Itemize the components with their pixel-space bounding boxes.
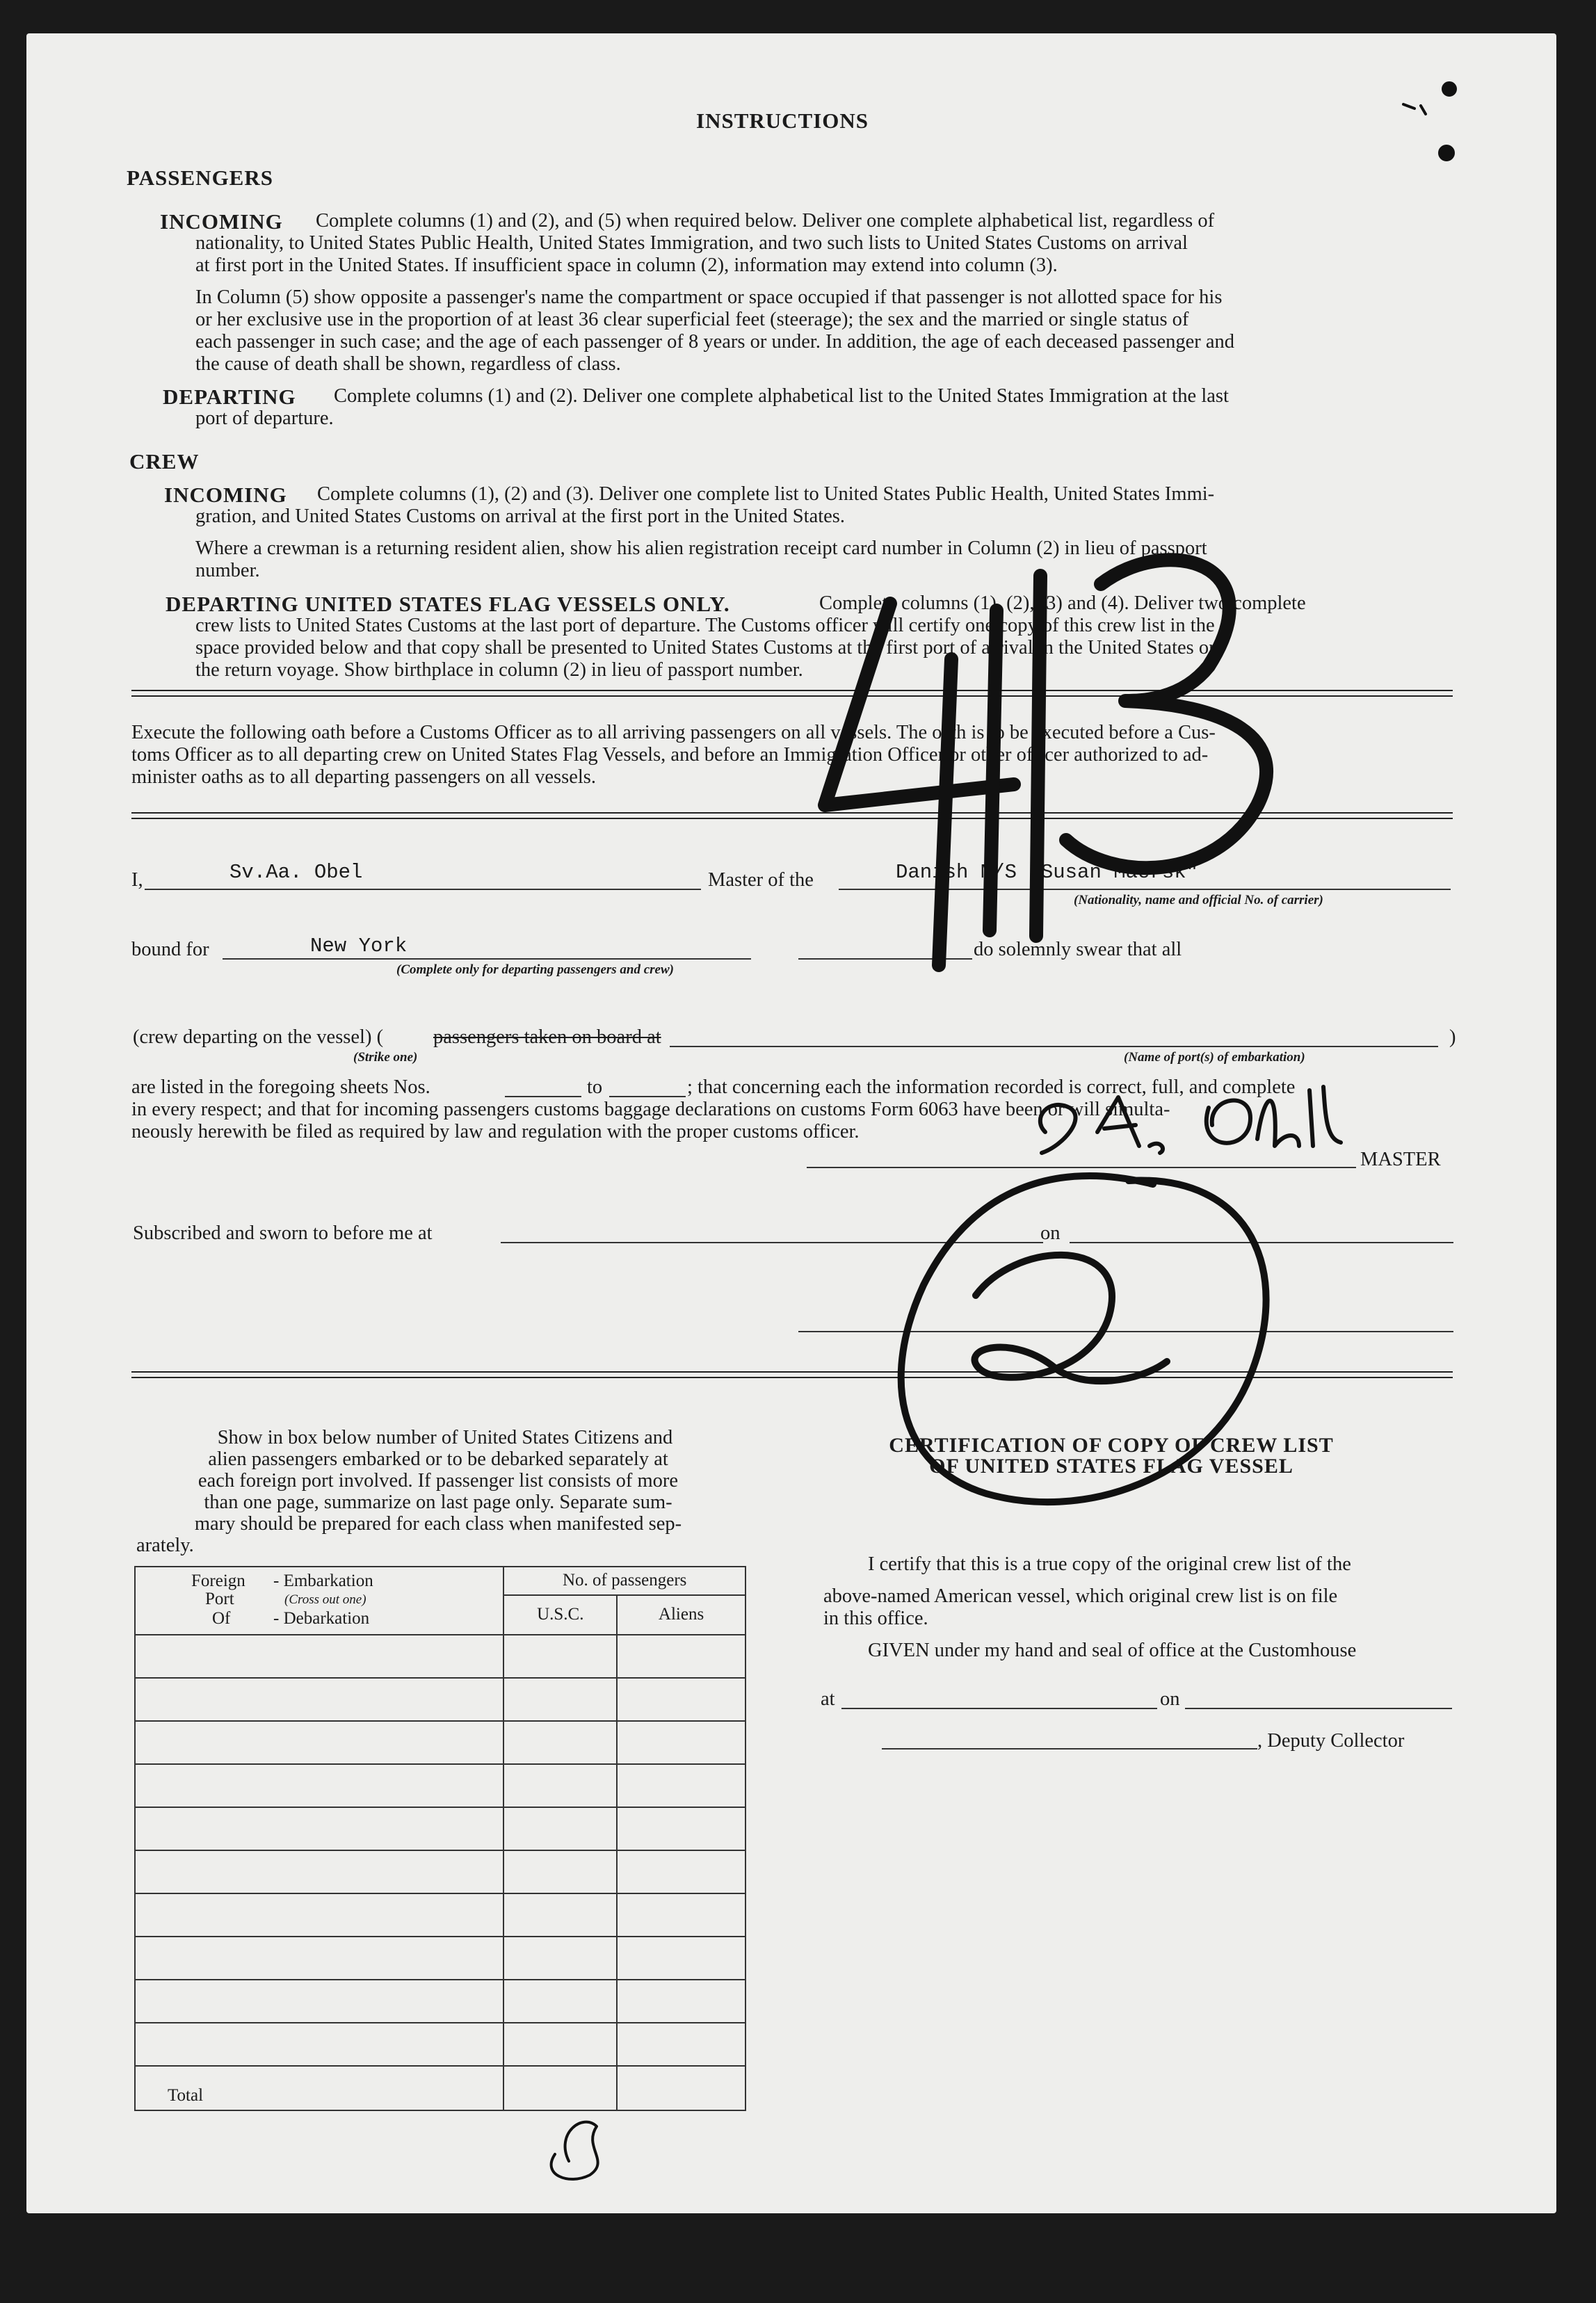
- alien-text: number.: [195, 560, 260, 581]
- table-row: [135, 1764, 745, 1807]
- total-label: Total: [135, 2066, 503, 2110]
- crew-departing-option: (crew departing on the vessel) (: [133, 1026, 384, 1048]
- table-row: [135, 2023, 745, 2066]
- passengers-departing-label: DEPARTING: [163, 385, 296, 409]
- no-of-passengers-header: No. of passengers: [503, 1567, 745, 1595]
- aliens-header: Aliens: [617, 1595, 745, 1635]
- strike-caption: (Strike one): [353, 1050, 418, 1065]
- passenger-summary-table: [134, 1566, 746, 2111]
- vessel-caption: (Nationality, name and official No. of carrier): [1074, 893, 1323, 907]
- table-row: [135, 1937, 745, 1980]
- column5-text: each passenger in such case; and the age of each passenger of 8 years or under. In addition, the age of each deceased passenger and: [195, 331, 1235, 353]
- table-row: [135, 1635, 745, 1678]
- destination-caption: (Complete only for departing passengers and crew): [396, 962, 674, 977]
- usc-header: U.S.C.: [503, 1595, 617, 1635]
- crew-departing-text: the return voyage. Show birthplace in column (2) in lieu of passport number.: [195, 659, 803, 681]
- listed-text: ; that concerning each the information recorded is correct, full, and complete: [687, 1076, 1296, 1098]
- oath-intro: minister oaths as to all departing passengers on all vessels.: [131, 766, 597, 788]
- crew-departing-text: Complete columns (1), (2), (3) and (4). Deliver two complete: [819, 592, 1306, 614]
- corner-marks: [1403, 83, 1456, 160]
- oath-intro: Execute the following oath before a Customs Officer as to all arriving passengers on all vessels. The oath is to be executed before a Cus-: [131, 722, 1216, 743]
- certification-text: in this office.: [823, 1608, 928, 1629]
- master-signature-line: [807, 1167, 1356, 1168]
- passengers-incoming-text: at first port in the United States. If insufficient space in column (2), information may extend into column (3).: [195, 254, 1058, 276]
- listed-text: neously herewith be filed as required by law and regulation with the proper customs officer.: [131, 1121, 860, 1142]
- swear-label: do solemnly swear that all: [974, 939, 1182, 960]
- passengers-option-struck: passengers taken on board at: [433, 1026, 661, 1048]
- section-divider: [131, 812, 1453, 819]
- crew-departing-label: DEPARTING UNITED STATES FLAG VESSELS ONLY.: [166, 592, 730, 616]
- master-name-field[interactable]: Sv.Aa. Obel: [229, 861, 363, 884]
- crew-departing-text: crew lists to United States Customs at the last port of departure. The Customs officer will certify one copy of this crew list in the: [195, 615, 1215, 636]
- certification-text: GIVEN under my hand and seal of office at the Customhouse: [868, 1640, 1357, 1661]
- officer-signature-line: [798, 1331, 1453, 1332]
- destination-field[interactable]: New York: [310, 935, 408, 957]
- column5-text: the cause of death shall be shown, regardless of class.: [195, 353, 621, 375]
- alien-text: Where a crewman is a returning resident alien, show his alien registration receipt card number in Column (2) in lieu of passport: [195, 538, 1207, 559]
- certification-text: I certify that this is a true copy of the original crew list of the: [868, 1553, 1351, 1575]
- bound-for-label: bound for: [131, 939, 209, 960]
- vessel-field[interactable]: Danish M/S "Susan Maersk": [896, 861, 1199, 884]
- master-of-label: Master of the: [708, 869, 814, 891]
- deputy-collector-line: [882, 1748, 1257, 1750]
- port-caption: (Name of port(s) of embarkation): [1124, 1050, 1305, 1065]
- section-divider: [131, 690, 1453, 697]
- table-row: [135, 1850, 745, 1893]
- passengers-departing-text: Complete columns (1) and (2). Deliver one complete alphabetical list to the United States Immigration at the last: [334, 385, 1229, 407]
- passengers-incoming-text: Complete columns (1) and (2), and (5) when required below. Deliver one complete alphabetical list, regardless of: [316, 210, 1215, 232]
- table-row: [135, 1980, 745, 2023]
- table-row: [135, 1893, 745, 1937]
- listed-text: are listed in the foregoing sheets Nos.: [131, 1076, 430, 1098]
- certification-text: above-named American vessel, which original crew list is on file: [823, 1585, 1338, 1607]
- subscribed-label: Subscribed and sworn to before me at: [133, 1222, 433, 1244]
- crew-incoming-text: gration, and United States Customs on arrival at the first port in the United States.: [195, 506, 846, 527]
- column5-text: In Column (5) show opposite a passenger's name the compartment or space occupied if that passenger is not allotted space for his: [195, 286, 1223, 308]
- certification-title: CERTIFICATION OF COPY OF CREW LIST OF UNITED STATES FLAG VESSEL: [889, 1434, 1334, 1478]
- master-label: MASTER: [1360, 1149, 1441, 1170]
- oath-i-label: I,: [131, 869, 143, 891]
- column5-text: or her exclusive use in the proportion of at least 36 clear superficial feet (steerage); the sex and the married or single status of: [195, 309, 1189, 330]
- listed-text: in every respect; and that for incoming passengers customs baggage declarations on customs Form 6063 have been or will simulta-: [131, 1099, 1170, 1120]
- passengers-heading: PASSENGERS: [127, 165, 273, 190]
- crew-incoming-label: INCOMING: [164, 483, 287, 507]
- table-row: [135, 1721, 745, 1764]
- table-row: [135, 1678, 745, 1721]
- passengers-incoming-text: nationality, to United States Public Health, United States Immigration, and two such lists to United States Customs on arrival: [195, 232, 1188, 254]
- total-row: [135, 2066, 745, 2110]
- crew-incoming-text: Complete columns (1), (2) and (3). Deliver one complete list to United States Public Health, United States Immi-: [317, 483, 1215, 505]
- oath-intro: toms Officer as to all departing crew on United States Flag Vessels, and before an Immigration Officer or other officer authorized to ad-: [131, 744, 1209, 766]
- port-header-cell: Foreign Port Of - Embarkation (Cross out one) - Debarkation: [135, 1567, 503, 1635]
- section-divider: [131, 1371, 1453, 1378]
- passengers-incoming-label: INCOMING: [160, 209, 283, 234]
- form-page: INSTRUCTIONS PASSENGERS INCOMING Complete columns (1) and (2), and (5) when required below. Deliver one complete alphabetical list, regardless of nationality, to United States Public Health, United States Immigration, and two such lists to United States Customs on arrival at first port in the United States. If insufficient space in column (2), information may extend into column (3). In Column (5) show opposite a passenger's name the compartment or space occupied if that passenger is not allotted space for his or her exclusive use in the proportion of at least 36 clear superficial feet (steerage); the sex and the married or single status of each passenger in such case; and the age of each passenger of 8 years or under. In addition, the age of each deceased passenger and the cause of death shall be shown, regardless of class. DEPARTING Complete columns (1) and (2). Deliver one complete alphabetical list to the United States Immigration at the last port of departure. CREW INCOMING Complete columns (1), (2) and (3). Deliver one complete list to United States Public Health, United States Immi- gration, and United States Customs on arrival at the first port in the United States. Where a crewman is a returning resident alien, show his alien registration receipt card number in Column (2) in lieu of passport number. DEPARTING UNITED STATES FLAG VESSELS ONLY. Complete columns (1), (2), (3) and (4). Deliver two complete crew lists to United States Customs at the last port of departure. The Customs officer will certify one copy of this crew list in the space provided below and that copy shall be presented to United States Customs at the first port of arrival in the United States on the return voyage. Show birthplace in column (2) in lieu of passport number. Execute the following oath before a Customs Officer as to all arriving passengers on all vessels. The oath is to be executed before a Cus- toms Officer as to all departing crew on United States Flag Vessels, and before an Immigration Officer or other officer authorized to ad- minister oaths as to all departing passengers on all vessels. I, Sv.Aa. Obel Master of the Danish M/S "Susan Maersk" (Nationality, name and official No. of carrier) bound for New York (Complete only for departing passengers and crew) do solemnly swear that all (crew departing on the vessel) ( passengers taken on board at ) (Strike one) (Name of port(s) of embarkation) are listed in the foregoing sheets Nos. to ; that concerning each the information recorded is correct, full, and complete in every respect; and that for incoming passengers customs baggage declarations on customs Form 6063 have been or will simulta- neously herewith be filed as required by law and regulation with the proper customs officer. MASTER Subscribed and sworn to before me at on Show in box below number of United States Citizens and alien passengers embarked or to be debarked separately at each foreign port involved. If passenger list consists of more than one page, summarize on last page only. Separate sum- mary should be prepared for each class when manifested sep- arately. Foreign Port Of - Embarkation (Cross out one) - Debarkation No. of passengers U.S.C. Aliens Total CERTIFICATION OF COPY OF CREW LIST OF UNITED STATES FLAG VESSEL I certify that this is a true copy of the original crew list of the above-named American vessel, which original crew list is on file in this office. GIVEN under my hand and seal of office at the Customhouse at on , Deputy Collector: [26, 33, 1556, 2213]
- crew-departing-text: space provided below and that copy shall be presented to United States Customs at the first port of arrival in the United States on: [195, 637, 1219, 658]
- bottom-doodle: [551, 2122, 598, 2179]
- table-row: [135, 1807, 745, 1850]
- deputy-collector-label: , Deputy Collector: [1257, 1730, 1405, 1752]
- crew-heading: CREW: [129, 449, 200, 474]
- page-title: INSTRUCTIONS: [696, 108, 869, 133]
- passengers-departing-text: port of departure.: [195, 407, 334, 429]
- summary-instructions: Show in box below number of United States Citizens and alien passengers embarked or to be debarked separately at each foreign port involved. If passenger list consists of more than one page, summarize on last page only. Separate sum- mary should be prepared for each class when manifested sep- arately.: [136, 1427, 682, 1556]
